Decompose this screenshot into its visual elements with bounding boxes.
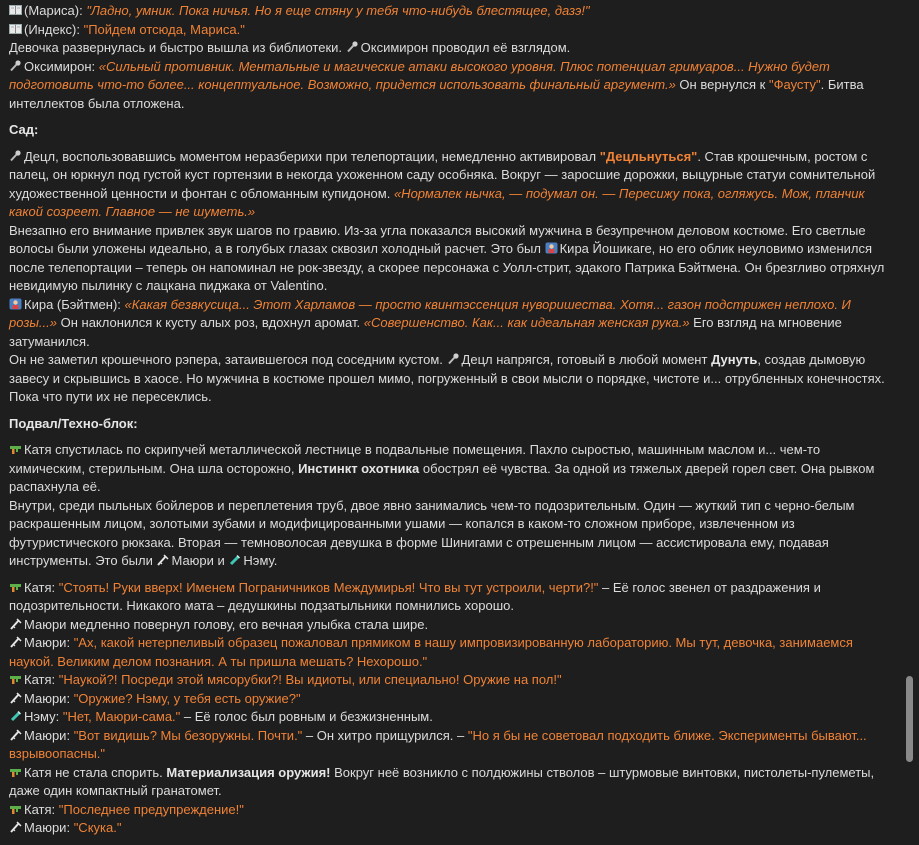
- quote: "Скука.": [73, 820, 122, 835]
- vial-icon: [9, 710, 22, 722]
- narration-text: Он наклонился к кусту алых роз, вдохнул аромат.: [60, 315, 361, 330]
- narration-text: Кира Йошикаге, но его облик неуловимо изменился после телепортации – теперь он напоминал не рок-звезду, а скорее персонажа с Уолл-стрит, эдакого Патрика Бэйтмена. Он брезгливо отряхнул невидимую пылинку с лацкана пиджака от Valentino.: [9, 241, 885, 293]
- message-line: [9, 819, 898, 838]
- thought: «Сильный противник. Ментальные и магические атаки высокого уровня. Плюс потенциал гримуаров... Нужно будет подготовить что-то более... концептуальное. Возможно, придется использовать финальный аргумент.»: [9, 58, 830, 92]
- narration-text: Нэму.: [243, 553, 278, 568]
- narration-text: , создав дымовую завесу и скрывшись в хаосе. Но мужчина в костюме прошел мимо, погруженный в свои мысли о порядке, чистоте и... отрубленных конечностях. Пока что пути их не пересеклись.: [9, 352, 885, 404]
- syringe-icon: [9, 692, 22, 704]
- message-line: [9, 727, 898, 764]
- narration: [9, 351, 898, 407]
- narration-text: Внутри, среди пыльных бойлеров и переплетения труб, двое явно занимались чем-то подозрительным. Один — жуткий тип с черно-белым раскрашенным лицом, золотыми зубами и модифицированными ушами — копался в каком-то сложном приборе, извлеченном из футуристического рюкзака. Вторая — темноволосая девушка в форме Шинигами с отрешенным лицом — ассистировала ему, подавая инструменты. Это были: [9, 497, 855, 568]
- quote: "Вот видишь? Мы безоружны. Почти.": [73, 727, 303, 743]
- narration-text: Внезапно его внимание привлек звук шагов по гравию. Из-за угла показался высокий мужчина в безупречном деловом костюме. Его светлые волосы были уложены идеально, а в голубых глазах сквозил холодный расчет. Это был: [9, 222, 866, 256]
- narration-text: . Став крошечным, ростом с палец, он юркнул под густой куст гортензии в некогда ухоженном саду особняка. Вокруг — заросшие дорожки, выцурные статуи сомнительной художественной ценности и фонтан с обломанным купидоном.: [9, 148, 876, 201]
- thought: «Нормалек нычка, — подумал он. — Пересижу пока, огляжусь. Мож, планчик какой созреет. Главное — не шуметь.»: [9, 185, 865, 219]
- narration: [9, 222, 898, 296]
- narration-text: обострял её чувства. За одной из тяжелых дверей горел свет. Она рывком распахнула её.: [9, 460, 875, 494]
- narration-text: Маюри и: [171, 553, 225, 568]
- narration-text: Его взгляд на мгновение затуманился.: [9, 315, 842, 349]
- speaker-name: (Индекс):: [24, 21, 80, 37]
- book-icon: [9, 4, 22, 16]
- section-heading-basement: Подвал/Техно-блок:: [9, 415, 138, 431]
- message-line: [9, 690, 898, 709]
- speaker-name: Оксимирон:: [24, 58, 96, 74]
- rifle-icon: [9, 673, 22, 685]
- vertical-scrollbar-thumb[interactable]: [906, 676, 913, 762]
- narration-text: Децл, воспользовавшись моментом неразберихи при телепортации, немедленно активировал: [24, 148, 597, 164]
- quote: "Фаусту": [769, 77, 821, 92]
- quote: "Но я бы не советовал подходить ближе. Эксперименты бывают... взрывоопасны.": [9, 727, 867, 761]
- speaker-name: Нэму:: [24, 709, 60, 724]
- syringe-icon: [9, 636, 22, 648]
- microphone-icon: [447, 353, 460, 365]
- speaker-name: Катя:: [24, 801, 56, 817]
- narration-text: Девочка развернулась и быстро вышла из библиотеки.: [9, 40, 343, 55]
- microphone-icon: [9, 60, 22, 72]
- speaker-name: Маюри:: [24, 690, 71, 706]
- narration: [9, 616, 898, 635]
- rifle-icon: [9, 766, 22, 778]
- ability-name: "Децльнуться": [599, 148, 698, 164]
- microphone-icon: [9, 150, 22, 162]
- speaker-name: Маюри:: [24, 820, 71, 835]
- thought: «Какая безвкусица... Этот Харламов — просто квинтэссенция нуворишества. Хотя... газон подстрижен неплохо. И розы...»: [9, 296, 851, 330]
- quote: "Последнее предупреждение!": [58, 801, 244, 817]
- vial-icon: [228, 554, 241, 566]
- syringe-icon: [9, 821, 22, 833]
- syringe-icon: [9, 618, 22, 630]
- narration-text: Катя спустилась по скрипучей металлической лестнице в подвальные помещения. Пахло сыростью, машинным маслом и... чем-то химическим, стерильным. Она шла осторожно,: [9, 442, 821, 476]
- speaker-name: Кира (Бэйтмен):: [24, 296, 121, 312]
- narration-text: Оксимирон проводил её взглядом.: [360, 40, 571, 55]
- narration-text: Вокруг неё возникло с полдюжины стволов – штурмовые винтовки, пистолеты-пулеметы, даже один компактный гранатомет.: [9, 764, 875, 798]
- message-line: [9, 708, 898, 727]
- book-icon: [9, 23, 22, 35]
- kira-avatar-icon: [9, 298, 22, 310]
- kira-avatar-icon: [545, 242, 558, 254]
- syringe-icon: [9, 729, 22, 741]
- message-line: [9, 801, 898, 820]
- quote: "Стоять! Руки вверх! Именем Пограничников Междумирья! Что вы тут устроили, черти?!": [58, 579, 599, 595]
- thought: «Совершенство. Как... как идеальная женская рука.»: [363, 315, 690, 330]
- narration: [9, 497, 898, 571]
- message-line: [9, 579, 898, 616]
- narration-text: Маюри медленно повернул голову, его вечная улыбка стала шире.: [24, 616, 429, 632]
- message-line: [9, 296, 898, 352]
- narration: [9, 441, 898, 497]
- narration-text: . Битва интеллектов была отложена.: [9, 77, 864, 111]
- narration-text: Децл напрягся, готовый в любой момент: [461, 352, 708, 367]
- rifle-icon: [9, 803, 22, 815]
- quote: "Ах, какой нетерпеливый образец пожаловал прямиком в нашу импровизированную лабораторию. Мы тут, девочка, занимаемся наукой. Великим делом познания. А ты пришла мешать? Нехорошо.": [9, 635, 853, 669]
- rifle-icon: [9, 443, 22, 455]
- quote: "Нет, Маюри-сама.": [62, 709, 181, 724]
- speaker-name: Маюри:: [24, 635, 71, 650]
- quote: "Наукой?! Посреди этой мясорубки?! Вы идиоты, или специально! Оружие на пол!": [58, 672, 562, 687]
- speaker-name: (Мариса):: [24, 3, 83, 18]
- speaker-name: Маюри:: [24, 727, 71, 743]
- message-line: [9, 671, 898, 690]
- rifle-icon: [9, 581, 22, 593]
- narration-text: Он не заметил крошечного рэпера, затаившегося под соседним кустом.: [9, 352, 443, 367]
- narration-text: Он вернулся к: [679, 77, 766, 92]
- narration-text: – Он хитро прищурился. –: [305, 727, 465, 743]
- section-heading-garden: Сад:: [9, 122, 39, 137]
- ability-name: Дунуть: [711, 352, 758, 367]
- syringe-icon: [156, 554, 169, 566]
- narration-text: – Её голос был ровным и безжизненным.: [183, 709, 433, 724]
- narration-text: Катя не стала спорить.: [24, 764, 163, 780]
- ability-name: Инстинкт охотника: [298, 460, 420, 476]
- message-line: [9, 21, 898, 40]
- narration-text: – Её голос звенел от раздражения и подозрительности. Никакого мата – дедушкины подзатыльники помнились хорошо.: [9, 579, 821, 613]
- quote: "Пойдем отсюда, Мариса.": [83, 21, 245, 37]
- message-line: [9, 634, 898, 671]
- narration: [9, 148, 898, 222]
- quote: "Ладно, умник. Пока ничья. Но я еще стяну у тебя что-нибудь блестящее, дазэ!": [86, 3, 590, 18]
- speaker-name: Катя:: [24, 672, 56, 687]
- narration: [9, 39, 898, 58]
- ability-name: Материализация оружия!: [166, 764, 331, 780]
- microphone-icon: [346, 41, 359, 53]
- narration: [9, 764, 898, 801]
- speaker-name: Катя:: [24, 579, 56, 595]
- quote: "Оружие? Нэму, у тебя есть оружие?": [73, 690, 301, 706]
- message-line: [9, 2, 898, 21]
- message-line: [9, 58, 898, 114]
